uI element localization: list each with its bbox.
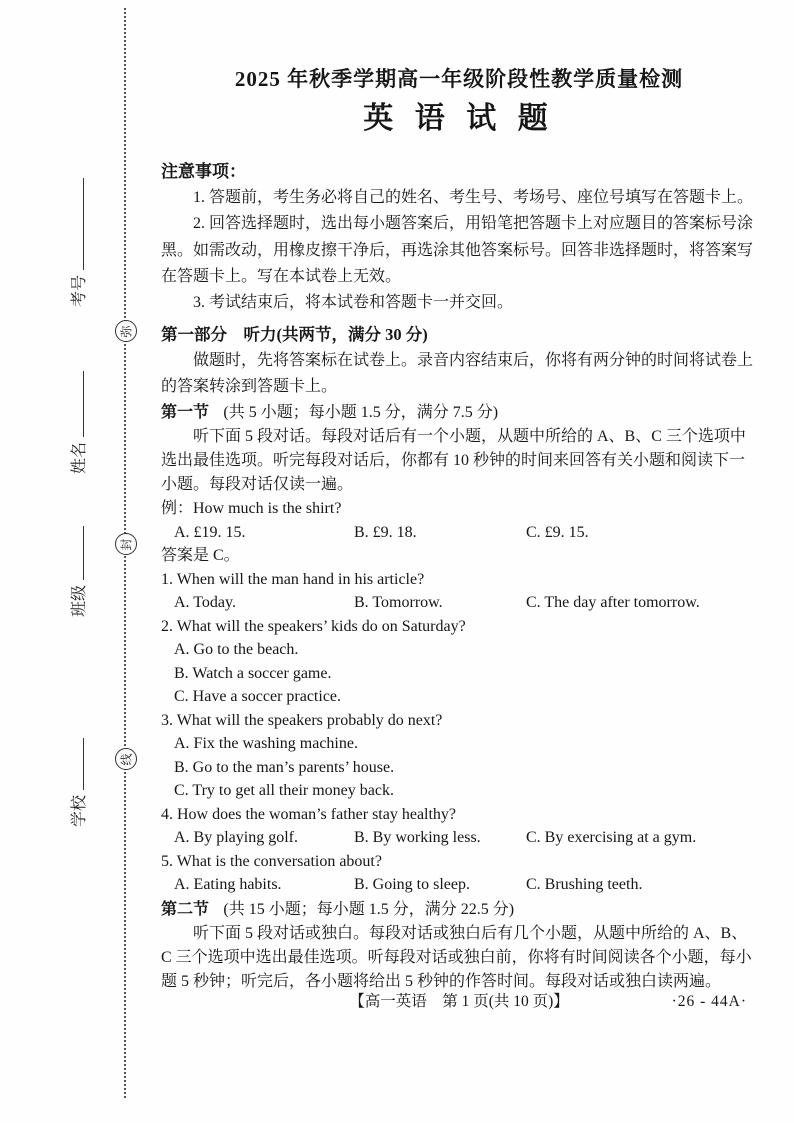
option-b: B. £9. 18. — [354, 523, 417, 541]
margin-field-label: 考号 — [71, 274, 88, 307]
section2-heading-title: 第二节 — [161, 900, 210, 918]
question-options — [161, 638, 757, 709]
section1-heading — [161, 400, 757, 425]
question-stem: 5. What is the conversation about? — [161, 852, 382, 870]
option-a: A. £19. 15. — [174, 523, 246, 541]
exam-content — [161, 0, 757, 994]
option-a: A. Eating habits. — [174, 876, 282, 894]
fill-in-line — [67, 738, 84, 790]
fill-in-line — [67, 371, 84, 437]
seal-mark-feng — [115, 533, 137, 555]
exam-title-line1: 2025 年秋季学期高一年级阶段性教学质量检测 — [234, 67, 684, 91]
seal-mark-char: 线 — [119, 752, 134, 766]
option-c: C. By exercising at a gym. — [526, 829, 697, 847]
question-stem: 4. How does the woman’s father stay healthy? — [161, 805, 457, 823]
question-options — [161, 873, 757, 897]
option-c: C. The day after tomorrow. — [526, 594, 700, 612]
option-b: B. By working less. — [354, 829, 481, 847]
question-options — [161, 732, 757, 803]
question-4 — [161, 803, 757, 850]
seal-mark-xian — [115, 748, 137, 770]
seal-mark-char: 封 — [119, 537, 134, 551]
example-stem: 例：How much is the shirt? — [161, 500, 342, 518]
option-c: C. Try to get all their money back. — [174, 782, 394, 800]
section2-instructions: 听下面 5 段对话或独白。每段对话或独白后有几个小题，从题中所给的 A、B、C 三个选项中选出最佳选项。听每段对话或独白前，你将有时间阅读各个小题，每小题 5 秒钟；听完后，各小题将给出 5 秒钟的作答时间。每段对话或独白读两遍。 — [161, 924, 752, 990]
option-c: C. Have a soccer practice. — [174, 688, 342, 706]
option-b: B. Tomorrow. — [354, 594, 443, 612]
seal-mark-char: 弥 — [119, 324, 134, 338]
example-answer-note: 答案是 C。 — [161, 547, 240, 565]
margin-field-label: 姓名 — [71, 441, 88, 474]
part1-heading: 第一部分 听力(共两节，满分 30 分) — [161, 325, 428, 345]
option-b: B. Watch a soccer game. — [174, 664, 332, 682]
section1-instructions: 听下面 5 段对话。每段对话后有一个小题，从题中所给的 A、B、C 三个选项中选出最佳选项。听完每段对话后，你都有 10 秒钟的时间来回答有关小题和阅读下一小题。每段对话仅读一遍。 — [161, 428, 746, 494]
notice-item-2: 2. 回答选择题时，选出每小题答案后，用铅笔把答题卡上对应题目的答案标号涂黑。如需改动，用橡皮擦干净后，再选涂其他答案标号。回答非选择题时，将答案写在答题卡上。写在本试卷上无效。 — [161, 215, 754, 285]
question-stem: 1. When will the man hand in his article? — [161, 570, 425, 588]
notice-item-1: 1. 答题前，考生务必将自己的姓名、考生号、考场号、座位号填写在答题卡上。 — [193, 189, 754, 206]
notice-section — [161, 158, 757, 316]
option-a: A. Go to the beach. — [174, 641, 299, 659]
option-b: B. Go to the man’s parents’ house. — [174, 758, 395, 776]
question-1 — [161, 568, 757, 615]
question-3 — [161, 709, 757, 803]
section1-heading-title: 第一节 — [161, 404, 210, 422]
margin-field-class — [60, 526, 100, 617]
question-stem: 2. What will the speakers’ kids do on Saturday? — [161, 617, 466, 635]
page-footer — [161, 991, 757, 1013]
margin-field-name — [60, 371, 100, 474]
exam-title-line2: 英 语 试 题 — [363, 102, 555, 135]
question-5 — [161, 850, 757, 897]
notice-heading: 注意事项： — [161, 162, 246, 181]
section2-heading-detail: (共 15 小题；每小题 1.5 分，满分 22.5 分) — [223, 900, 515, 918]
part1-intro: 做题时，先将答案标在试卷上。录音内容结束后，你将有两分钟的时间将试卷上的答案转涂到答题卡上。 — [161, 352, 754, 396]
question-options — [161, 826, 757, 850]
option-a: A. By playing golf. — [174, 829, 298, 847]
margin-field-label: 学校 — [71, 794, 88, 827]
margin-field-exam-number — [60, 178, 100, 307]
footer-page-info: 【高一英语 第 1 页(共 10 页)】 — [349, 993, 569, 1010]
option-c: C. £9. 15. — [526, 523, 589, 541]
option-c: C. Brushing teeth. — [526, 876, 643, 894]
fill-in-line — [67, 526, 84, 580]
question-2 — [161, 615, 757, 709]
question-options — [161, 591, 757, 615]
fill-in-line — [67, 178, 84, 270]
seal-mark-mi — [115, 320, 137, 342]
margin-field-label: 班级 — [71, 584, 88, 617]
option-a: A. Fix the washing machine. — [174, 735, 358, 753]
section2-heading — [161, 897, 757, 922]
option-a: A. Today. — [174, 594, 236, 612]
example-question — [161, 497, 757, 568]
margin-field-school — [60, 738, 100, 827]
section1-heading-detail: (共 5 小题；每小题 1.5 分，满分 7.5 分) — [223, 404, 499, 422]
example-options — [161, 521, 757, 545]
notice-item-3: 3. 考试结束后，将本试卷和答题卡一并交回。 — [193, 294, 514, 312]
option-b: B. Going to sleep. — [354, 876, 470, 894]
footer-paper-code: ·26 - 44A· — [671, 993, 747, 1010]
question-stem: 3. What will the speakers probably do next? — [161, 711, 443, 729]
